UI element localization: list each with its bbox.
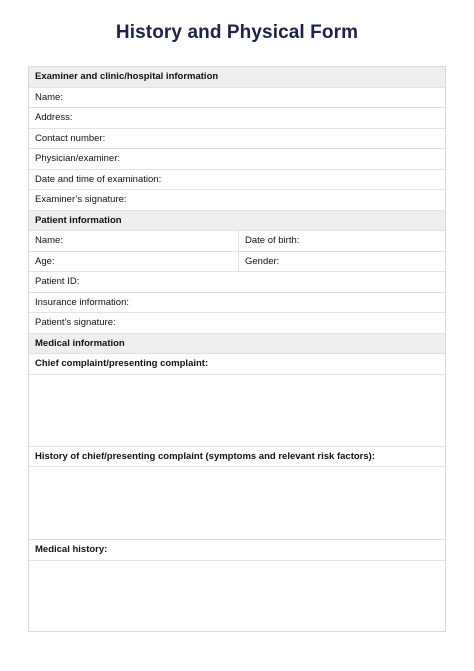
- physician-examiner-field[interactable]: Physician/examiner:: [29, 149, 445, 170]
- patient-signature-field[interactable]: Patient’s signature:: [29, 313, 445, 334]
- section-header-medical: Medical information: [29, 334, 445, 355]
- examiner-signature-field[interactable]: Examiner’s signature:: [29, 190, 445, 211]
- patient-age-field[interactable]: Age:: [29, 252, 239, 272]
- examiner-address-field[interactable]: Address:: [29, 108, 445, 129]
- history-physical-form: [28, 66, 446, 632]
- patient-id-field[interactable]: Patient ID:: [29, 272, 445, 293]
- patient-gender-field[interactable]: Gender:: [245, 255, 280, 267]
- medical-history-area[interactable]: [29, 561, 445, 631]
- history-chief-label: History of chief/presenting complaint (symptoms and relevant risk factors):: [29, 447, 445, 468]
- section-header-patient: Patient information: [29, 211, 445, 232]
- patient-age-gender-row: [29, 252, 445, 273]
- patient-dob-field[interactable]: Date of birth:: [245, 235, 300, 246]
- chief-complaint-area[interactable]: [29, 375, 445, 447]
- exam-datetime-field[interactable]: Date and time of examination:: [29, 170, 445, 191]
- patient-name-field[interactable]: Name:: [29, 231, 239, 251]
- examiner-contact-field[interactable]: Contact number:: [29, 129, 445, 150]
- section-header-examiner: Examiner and clinic/hospital information: [29, 67, 445, 88]
- page-title: History and Physical Form: [115, 22, 359, 43]
- patient-name-dob-row: [29, 231, 445, 252]
- examiner-name-field[interactable]: Name:: [29, 88, 445, 109]
- insurance-field[interactable]: Insurance information:: [29, 293, 445, 314]
- chief-complaint-label: Chief complaint/presenting complaint:: [29, 354, 445, 375]
- history-chief-area[interactable]: [29, 467, 445, 540]
- medical-history-label: Medical history:: [29, 540, 445, 561]
